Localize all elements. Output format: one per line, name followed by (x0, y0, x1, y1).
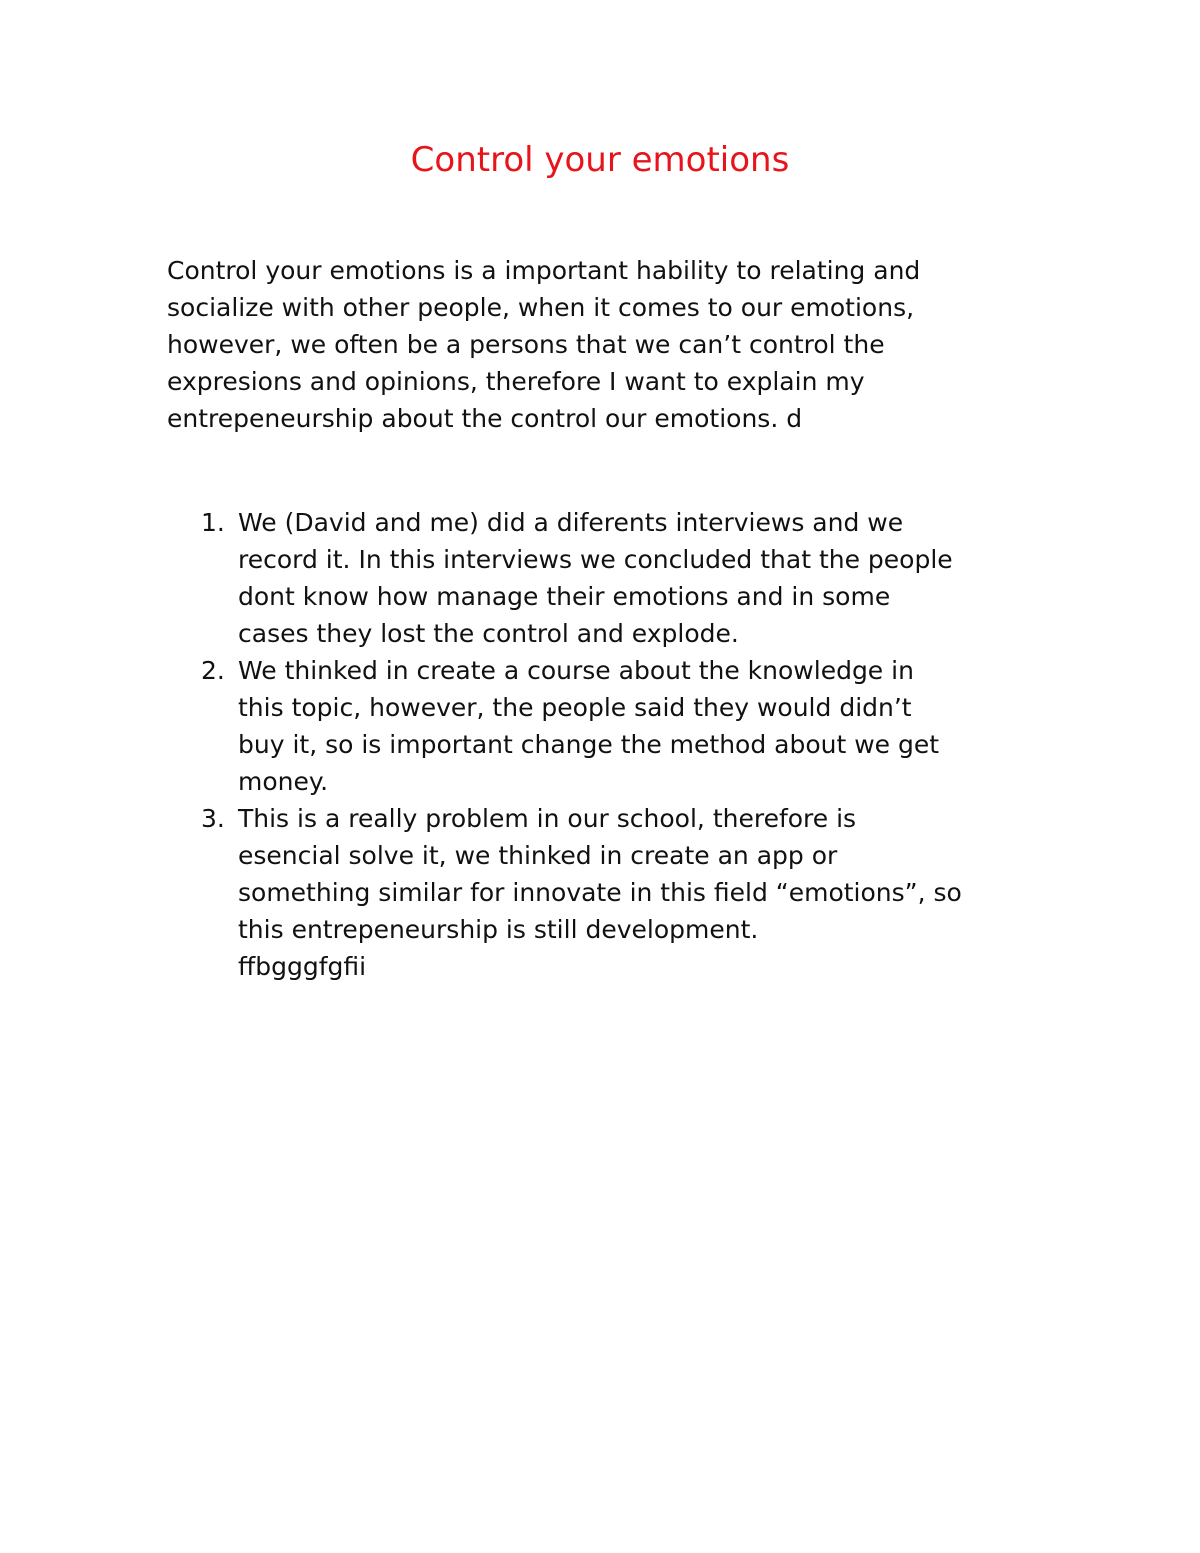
intro-line: Control your emotions is a important hability to relating and (167, 256, 921, 285)
list-item (0, 800, 1200, 985)
list-item-line: something similar for innovate in this field “emotions”, so (238, 878, 962, 907)
list-item-number: 1. (201, 508, 225, 537)
list-item-number: 2. (201, 656, 225, 685)
list-item-line: this entrepeneurship is still development. (238, 915, 759, 944)
intro-line: entrepeneurship about the control our emotions. d (167, 404, 803, 433)
list-item-number: 3. (201, 804, 225, 833)
list-item-text (238, 652, 1078, 800)
intro-line: expresions and opinions, therefore I want to explain my (167, 367, 865, 396)
list-item (0, 652, 1200, 800)
list-item-line: this topic, however, the people said they would didn’t (238, 693, 912, 722)
numbered-list (0, 504, 1200, 985)
list-item-line: We thinked in create a course about the knowledge in (238, 656, 914, 685)
intro-paragraph (167, 252, 1047, 437)
list-item-line: money. (238, 767, 329, 796)
list-item-text (238, 800, 1078, 985)
list-item-line: esencial solve it, we thinked in create an app or (238, 841, 838, 870)
list-item-line: cases they lost the control and explode. (238, 619, 739, 648)
intro-line: however, we often be a persons that we can’t control the (167, 330, 885, 359)
list-item-line: record it. In this interviews we concluded that the people (238, 545, 953, 574)
list-item-line: This is a really problem in our school, therefore is (238, 804, 857, 833)
list-item-line: dont know how manage their emotions and in some (238, 582, 891, 611)
list-item-line: buy it, so is important change the method about we get (238, 730, 940, 759)
list-item-line: We (David and me) did a diferents interviews and we (238, 508, 904, 537)
intro-line: socialize with other people, when it comes to our emotions, (167, 293, 915, 322)
document-title: Control your emotions (410, 140, 790, 180)
list-item (0, 504, 1200, 652)
list-item-text (238, 504, 1078, 652)
list-item-line: ffbgggfgfii (238, 952, 367, 981)
